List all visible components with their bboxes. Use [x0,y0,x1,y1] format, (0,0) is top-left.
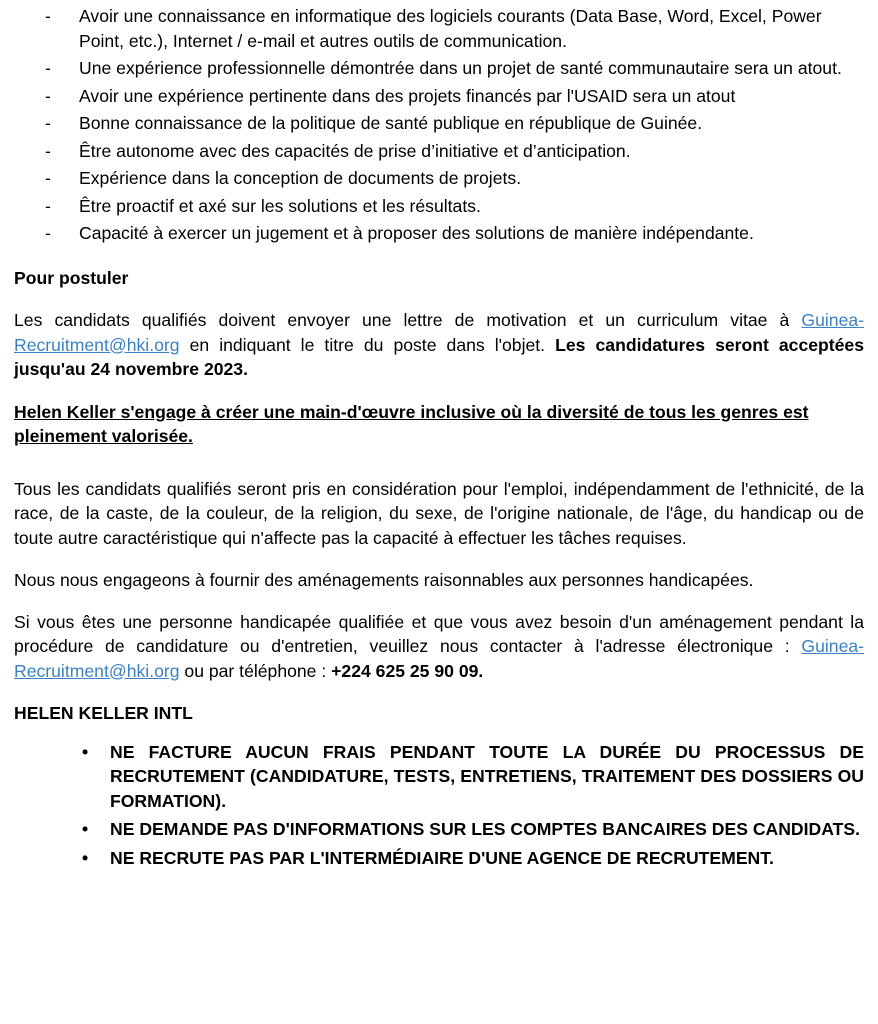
list-item [14,846,864,871]
requirement-text: Être autonome avec des capacités de prise d’initiative et d’anticipation. [79,140,631,161]
contact-text-continued: ou par téléphone : [179,660,332,681]
dash-bullet: - [45,85,51,106]
dash-bullet: - [45,195,51,216]
phone-number: +224 625 25 90 09. [331,660,484,681]
list-item [14,221,864,246]
list-item [14,194,864,219]
requirement-text: Avoir une connaissance en informatique des logiciels courants (Data Base, Word, Excel, Power Point, etc.), Internet / e-mail et autres outils de communication. [79,6,822,51]
bullet-dot: • [82,847,89,868]
notices-list [14,740,864,871]
apply-paragraph [14,308,864,382]
apply-text-continued: en indiquant le titre du poste dans l'objet. [179,334,556,355]
requirement-text: Une expérience professionnelle démontrée dans un projet de santé communautaire sera un atout. [79,58,842,78]
list-item [14,56,864,81]
contact-email-link[interactable]: Guinea-Recruitment@hki.org [14,636,864,681]
notice-text: NE RECRUTE PAS PAR L'INTERMÉDIAIRE D'UNE AGENCE DE RECRUTEMENT. [110,847,774,868]
contact-paragraph [14,610,864,684]
requirement-text: Être proactif et axé sur les solutions et les résultats. [79,195,481,216]
recruitment-email-link[interactable]: Guinea-Recruitment@hki.org [14,310,864,355]
list-item [14,740,864,814]
accommodations-paragraph: Nous nous engageons à fournir des aménagements raisonnables aux personnes handicapées. [14,570,754,590]
requirement-text: Avoir une expérience pertinente dans des projets financés par l'USAID sera un atout [79,85,736,106]
list-item [14,111,864,136]
dash-bullet: - [45,113,51,133]
requirement-text: Capacité à exercer un jugement et à proposer des solutions de manière indépendante. [79,223,754,243]
diversity-statement: Helen Keller s'engage à créer une main-d'œuvre inclusive où la diversité de tous les genres est pleinement valorisée. [14,401,809,446]
apply-text: Les candidats qualifiés doivent envoyer une lettre de motivation et un curriculum vitae à [14,310,802,330]
notice-text: NE DEMANDE PAS D'INFORMATIONS SUR LES COMPTES BANCAIRES DES CANDIDATS. [110,819,861,839]
list-item [14,166,864,191]
org-heading: HELEN KELLER INTL [14,703,193,723]
dash-bullet: - [45,58,51,78]
apply-heading: Pour postuler [14,267,129,288]
dash-bullet: - [45,140,51,161]
requirements-list [14,4,864,246]
notice-text: NE FACTURE AUCUN FRAIS PENDANT TOUTE LA DURÉE DU PROCESSUS DE RECRUTEMENT (CANDIDATURE, TESTS, ENTRETIENS, TRAITEMENT DES DOSSIERS OU FORMATION). [110,741,864,811]
dash-bullet: - [45,168,51,188]
dash-bullet: - [45,6,51,26]
equal-opportunity-paragraph: Tous les candidats qualifiés seront pris en considération pour l'emploi, indépendamment de l'ethnicité, de la race, de la caste, de la couleur, de la religion, du sexe, de l'origine nationale, de l'âge, du handicap ou de toute autre caractéristique qui n'affecte pas la capacité à effectuer les tâches requises. [14,478,864,548]
requirement-text: Bonne connaissance de la politique de santé publique en république de Guinée. [79,113,703,133]
bullet-dot: • [82,819,89,839]
requirement-text: Expérience dans la conception de documents de projets. [79,168,522,188]
dash-bullet: - [45,223,51,243]
list-item [14,84,864,109]
list-item [14,817,864,842]
bullet-dot: • [82,741,89,762]
list-item [14,139,864,164]
deadline-text: Les candidatures seront acceptées jusqu'au 24 novembre 2023. [14,334,864,379]
list-item [14,4,864,53]
contact-text: Si vous êtes une personne handicapée qualifiée et que vous avez besoin d'un aménagement pendant la procédure de candidature ou d'entretien, veuillez nous contacter à l'adresse électronique : [14,611,864,656]
